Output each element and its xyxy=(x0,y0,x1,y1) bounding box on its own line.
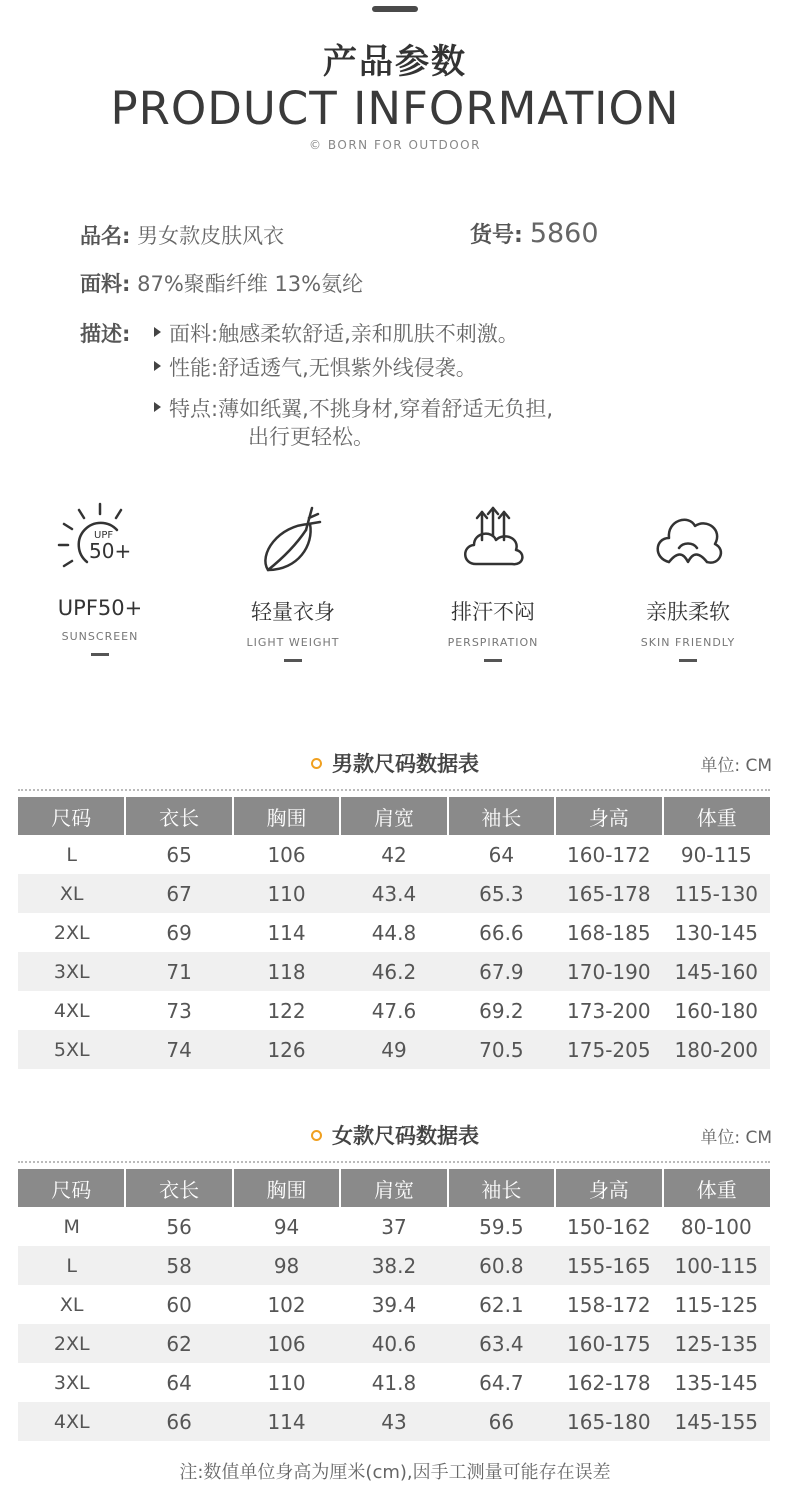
table-cell: 40.6 xyxy=(340,1324,447,1363)
desc-label: 描述: xyxy=(80,322,131,346)
women-table-unit: 单位: CM xyxy=(700,1128,772,1148)
table-cell: 43 xyxy=(340,1402,447,1441)
table-cell: 155-165 xyxy=(555,1246,662,1285)
table-cell: 39.4 xyxy=(371,1292,417,1317)
feature-en: SKIN FRIENDLY xyxy=(640,636,736,649)
table-cell: 110 xyxy=(233,874,340,913)
table-cell: 90-115 xyxy=(680,842,752,867)
table-cell: 5XL xyxy=(18,1030,125,1069)
table-cell: 71 xyxy=(125,952,232,991)
table-cell: 66.6 xyxy=(479,920,524,945)
table-cell: 122 xyxy=(267,998,306,1023)
table-cell: 145-160 xyxy=(663,952,770,991)
bullet-triangle-icon xyxy=(154,402,161,412)
sku-label: 货号: xyxy=(470,223,523,248)
table-cell: 2XL xyxy=(53,921,90,944)
column-header: 体重 xyxy=(663,1169,770,1207)
table-cell: 62.1 xyxy=(479,1292,524,1317)
table-cell: 67.9 xyxy=(448,952,555,991)
column-header: 胸围 xyxy=(233,1169,340,1207)
circle-bullet-icon xyxy=(311,758,322,769)
table-cell: 59.5 xyxy=(479,1214,524,1239)
column-header: 身高 xyxy=(555,1169,662,1207)
column-header: 体重 xyxy=(663,797,770,835)
page-title-en: PRODUCT INFORMATION xyxy=(110,82,680,135)
table-header-row xyxy=(18,1169,770,1207)
table-row xyxy=(18,1402,770,1441)
table-cell: 150-162 xyxy=(567,1214,651,1239)
product-name-row xyxy=(80,220,284,250)
table-cell: 115-125 xyxy=(674,1292,759,1317)
column-header: 尺码 xyxy=(18,1169,125,1207)
column-header: 身高 xyxy=(555,797,662,835)
table-cell: 160-180 xyxy=(674,998,759,1023)
table-cell: 165-178 xyxy=(555,874,662,913)
table-cell: 41.8 xyxy=(371,1370,417,1395)
table-cell: 145-155 xyxy=(663,1402,770,1441)
bullet-triangle-icon xyxy=(154,327,161,337)
table-cell: 69.2 xyxy=(479,998,524,1023)
table-cell: 173-200 xyxy=(567,998,651,1023)
table-cell: 60.8 xyxy=(448,1246,555,1285)
feature-dash xyxy=(679,659,697,662)
material-value: 87%聚酯纤维 13%氨纶 xyxy=(137,272,364,296)
table-cell: 115-130 xyxy=(663,874,770,913)
feature-name: 轻量衣身 xyxy=(251,600,335,624)
feature-perspiration xyxy=(398,500,588,662)
table-cell: L xyxy=(66,843,77,866)
table-cell: XL xyxy=(18,874,125,913)
table-row xyxy=(18,1285,770,1324)
table-cell: 66 xyxy=(448,1402,555,1441)
table-cell: 74 xyxy=(125,1030,232,1069)
circle-bullet-icon xyxy=(311,1130,322,1141)
feature-name: UPF50+ xyxy=(57,596,143,620)
table-cell: 106 xyxy=(233,1324,340,1363)
table-row xyxy=(18,1324,770,1363)
table-cell: XL xyxy=(59,1293,84,1316)
table-cell: 64.7 xyxy=(479,1370,524,1395)
svg-text:UPF: UPF xyxy=(94,530,114,541)
table-cell: 67 xyxy=(125,874,232,913)
product-name-value: 男女款皮肤风衣 xyxy=(137,224,285,248)
table-row xyxy=(18,1030,770,1069)
cloud-arrows-icon xyxy=(448,500,538,590)
table-cell: 114 xyxy=(233,1402,340,1441)
cotton-icon xyxy=(643,500,733,590)
women-table-title: 女款尺码数据表 xyxy=(0,1120,790,1150)
material-row xyxy=(80,268,363,298)
table-cell: 56 xyxy=(166,1214,192,1239)
table-cell: 130-145 xyxy=(674,920,759,945)
table-cell: 98 xyxy=(233,1246,340,1285)
table-cell: 4XL xyxy=(18,1402,125,1441)
desc-item-continued: 出行更轻松。 xyxy=(248,425,374,449)
sku-row xyxy=(470,218,599,249)
table-cell: 58 xyxy=(125,1246,232,1285)
table-cell: 110 xyxy=(267,1370,306,1395)
feature-name: 排汗不闷 xyxy=(451,600,535,624)
desc-item: 面料:触感柔软舒适,亲和肌肤不刺激。 xyxy=(154,318,519,348)
table-cell: 180-200 xyxy=(663,1030,770,1069)
table-row xyxy=(18,1363,770,1402)
table-cell: 66 xyxy=(125,1402,232,1441)
column-header: 袖长 xyxy=(448,797,555,835)
table-cell: 3XL xyxy=(53,1371,90,1394)
feature-en: PERSPIRATION xyxy=(447,636,539,649)
column-header: 衣长 xyxy=(125,797,232,835)
bullet-triangle-icon xyxy=(154,361,161,371)
feature-en: SUNSCREEN xyxy=(61,630,139,643)
column-header: 尺码 xyxy=(18,797,125,835)
table-cell: 2XL xyxy=(18,1324,125,1363)
material-label: 面料: xyxy=(80,272,131,296)
table-cell: 165-180 xyxy=(555,1402,662,1441)
table-cell: 118 xyxy=(233,952,340,991)
measurement-note: 注:数值单位身高为厘米(cm),因手工测量可能存在误差 xyxy=(179,1462,611,1483)
feature-dash xyxy=(484,659,502,662)
men-table-unit: 单位: CM xyxy=(700,756,772,776)
table-row xyxy=(18,835,770,874)
table-cell: 60 xyxy=(166,1292,192,1317)
desc-label-row xyxy=(80,318,130,348)
men-size-table xyxy=(18,797,770,1069)
table-cell: 73 xyxy=(166,998,192,1023)
table-cell: 47.6 xyxy=(371,998,417,1023)
column-header: 袖长 xyxy=(448,1169,555,1207)
top-bar-decoration xyxy=(372,6,418,12)
table-row xyxy=(18,991,770,1030)
table-row xyxy=(18,1246,770,1285)
table-cell: 65.3 xyxy=(448,874,555,913)
table-cell: 160-172 xyxy=(567,842,651,867)
feature-en: LIGHT WEIGHT xyxy=(246,636,340,649)
feature-dash xyxy=(284,659,302,662)
table-cell: 102 xyxy=(267,1292,306,1317)
table-header-row xyxy=(18,797,770,835)
table-cell: 170-190 xyxy=(555,952,662,991)
table-cell: 160-175 xyxy=(555,1324,662,1363)
sun-upf-icon xyxy=(55,500,145,590)
table-cell: 64 xyxy=(166,1370,192,1395)
table-cell: 37 xyxy=(381,1214,407,1239)
table-cell: 64 xyxy=(488,842,515,867)
table-cell: 42 xyxy=(381,842,407,867)
brand-subtitle: © BORN FOR OUTDOOR xyxy=(309,138,481,152)
feature-dash xyxy=(91,653,109,656)
table-cell: 175-205 xyxy=(555,1030,662,1069)
table-cell: 114 xyxy=(267,920,306,945)
table-cell: 80-100 xyxy=(680,1214,752,1239)
women-size-table xyxy=(18,1169,770,1441)
men-table-title: 男款尺码数据表 xyxy=(0,748,790,778)
divider xyxy=(18,1161,770,1163)
table-row xyxy=(18,874,770,913)
table-cell: 126 xyxy=(233,1030,340,1069)
table-cell: 94 xyxy=(273,1214,300,1239)
column-header: 胸围 xyxy=(233,797,340,835)
table-cell: 44.8 xyxy=(371,920,417,945)
column-header: 肩宽 xyxy=(340,797,447,835)
table-cell: M xyxy=(63,1215,80,1238)
table-cell: 162-178 xyxy=(567,1370,651,1395)
table-cell: 43.4 xyxy=(340,874,447,913)
table-row xyxy=(18,952,770,991)
feature-name: 亲肤柔软 xyxy=(646,600,730,624)
table-cell: 62 xyxy=(125,1324,232,1363)
feature-light-weight xyxy=(198,500,388,662)
table-cell: 65 xyxy=(166,842,192,867)
table-cell: 46.2 xyxy=(340,952,447,991)
table-cell: 70.5 xyxy=(448,1030,555,1069)
table-cell: 168-185 xyxy=(567,920,651,945)
table-cell: 69 xyxy=(166,920,192,945)
desc-item: 性能:舒适透气,无惧紫外线侵袭。 xyxy=(154,352,477,382)
page-title-cn: 产品参数 xyxy=(323,42,467,82)
table-cell: 125-135 xyxy=(663,1324,770,1363)
product-name-label: 品名: xyxy=(80,224,131,248)
sku-value: 5860 xyxy=(529,218,599,249)
feature-upf xyxy=(5,500,195,656)
table-cell: L xyxy=(18,1246,125,1285)
column-header: 衣长 xyxy=(125,1169,232,1207)
table-cell: 158-172 xyxy=(567,1292,651,1317)
table-cell: 38.2 xyxy=(340,1246,447,1285)
table-cell: 100-115 xyxy=(663,1246,770,1285)
table-cell: 135-145 xyxy=(674,1370,759,1395)
desc-item: 特点:薄如纸翼,不挑身材,穿着舒适无负担, xyxy=(154,393,553,423)
table-cell: 49 xyxy=(340,1030,447,1069)
svg-text:50+: 50+ xyxy=(89,539,132,563)
table-row xyxy=(18,1207,770,1246)
feature-skin-friendly xyxy=(593,500,783,662)
table-cell: 3XL xyxy=(18,952,125,991)
table-cell: 63.4 xyxy=(448,1324,555,1363)
divider xyxy=(18,789,770,791)
feather-icon xyxy=(248,500,338,590)
table-row xyxy=(18,913,770,952)
table-cell: 106 xyxy=(267,842,306,867)
table-cell: 4XL xyxy=(53,999,90,1022)
column-header: 肩宽 xyxy=(340,1169,447,1207)
